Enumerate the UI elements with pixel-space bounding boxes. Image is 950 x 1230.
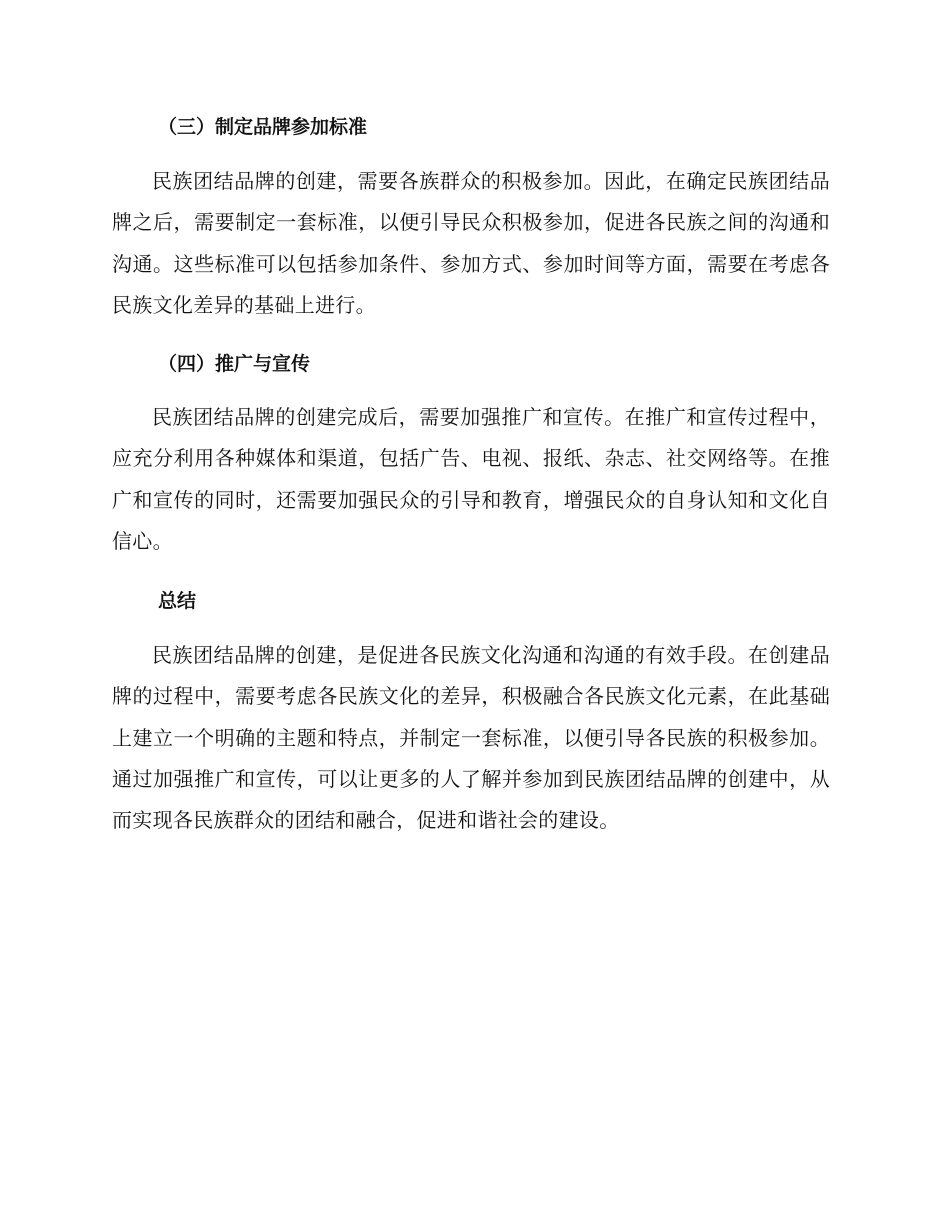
section-paragraph-3: 民族团结品牌的创建，需要各族群众的积极参加。因此，在确定民族团结品牌之后，需要制定一套标准，以便引导民众积极参加，促进各民族之间的沟通和沟通。这些标准可以包括参加条件、参加方式、参加时间等方面，需要在考虑各民族文化差异的基础上进行。	[112, 169, 830, 317]
summary-heading: 总结	[158, 590, 197, 612]
section-heading-3: （三）制定品牌参加标准	[158, 116, 368, 138]
section-paragraph-4: 民族团结品牌的创建完成后，需要加强推广和宣传。在推广和宣传过程中，应充分利用各种媒体和渠道，包括广告、电视、报纸、杂志、社交网络等。在推广和宣传的同时，还需要加强民众的引导和教育，增强民众的自身认知和文化自信心。	[112, 405, 830, 553]
section-heading-4: （四）推广与宣传	[158, 353, 311, 375]
summary-paragraph: 民族团结品牌的创建，是促进各民族文化沟通和沟通的有效手段。在创建品牌的过程中，需要考虑各民族文化的差异，积极融合各民族文化元素，在此基础上建立一个明确的主题和特点，并制定一套标准，以便引导各民族的积极参加。通过加强推广和宣传，可以让更多的人了解并参加到民族团结品牌的创建中，从而实现各民族群众的团结和融合，促进和谐社会的建设。	[112, 643, 830, 833]
